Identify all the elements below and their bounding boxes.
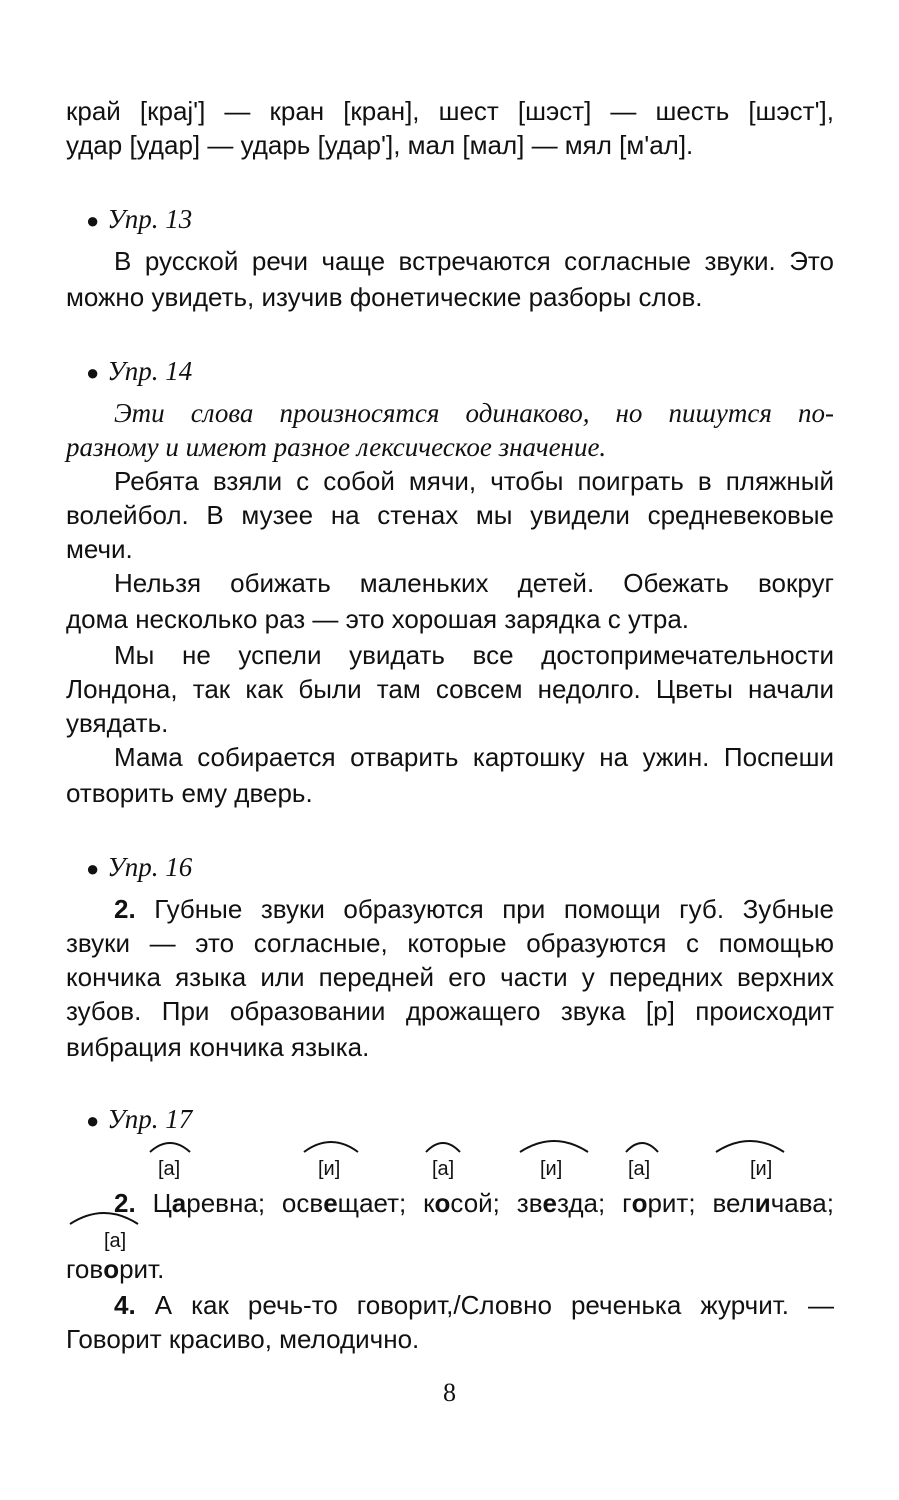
- word-5: горит;: [622, 1188, 696, 1218]
- ex14-p4-line-1: Мама собирается отварить картошку на ужин. Поспеши: [114, 742, 834, 772]
- exercise-17-heading: ● Упр. 17: [86, 1104, 193, 1134]
- exercise-13-heading: ● Упр. 13: [86, 204, 193, 234]
- stress-label-5: [а]: [628, 1158, 651, 1180]
- ex14-p4-line-2: отворить ему дверь.: [66, 778, 313, 808]
- ex16-line-1-text: Губные звуки образуются при помощи губ. Зубные: [154, 894, 834, 924]
- stress-label-4: [и]: [540, 1158, 563, 1180]
- stress-label-7: [а]: [104, 1230, 127, 1252]
- ex13-line-1: В русской речи чаще встречаются согласные звуки. Это: [114, 246, 834, 276]
- bullet-icon: ●: [86, 208, 100, 233]
- ex13-line-2: можно увидеть, изучив фонетические разборы слов.: [66, 282, 703, 312]
- word-1: Царевна;: [152, 1188, 266, 1218]
- stress-arc-3: [426, 1143, 460, 1152]
- ex14-p2-line-1: Нельзя обижать маленьких детей. Обежать вокруг: [114, 568, 834, 598]
- ex14-p3-line-1: Мы не успели увидать все достопримечательности: [114, 640, 834, 670]
- ex17-number-4: 4.: [114, 1290, 136, 1320]
- stress-arc-2: [304, 1142, 358, 1152]
- intro-line-2: удар [удар] — ударь [удар'], мал [мал] — мял [м'ал].: [66, 130, 694, 160]
- stress-arc-5: [626, 1143, 658, 1152]
- ex14-p2-line-2: дома несколько раз — это хорошая зарядка с утра.: [66, 604, 690, 634]
- stress-label-2: [и]: [318, 1158, 341, 1180]
- stress-arc-1: [150, 1143, 190, 1152]
- exercise-14-heading: ● Упр. 14: [86, 356, 193, 386]
- bullet-icon: ●: [86, 360, 100, 385]
- exercise-16-heading: ● Упр. 16: [86, 852, 193, 882]
- bullet-icon: ●: [86, 856, 100, 881]
- ex16-line-2: звуки — это согласные, которые образуются с помощью: [66, 928, 834, 958]
- ex17-item-4-line-1: [114, 1288, 834, 1322]
- word-6: величава;: [712, 1188, 834, 1218]
- ex14-italic-line-2: разному и имеют разное лексическое значение.: [66, 432, 607, 462]
- ex16-line-3: кончика языка или передней его части у передних верхних: [66, 962, 834, 992]
- ex16-number: 2.: [114, 894, 136, 924]
- stress-label-3: [а]: [432, 1158, 455, 1180]
- intro-line-1: край [кpaj'] — кран [кран], шест [шэст] — шесть [шэст'],: [66, 96, 834, 126]
- ex17-item-4-line-2: Говорит красиво, мелодично.: [66, 1324, 420, 1354]
- word-2: освещает;: [281, 1188, 407, 1218]
- bullet-icon: ●: [86, 1108, 100, 1133]
- stress-label-1: [а]: [158, 1158, 181, 1180]
- ex14-italic-line-1: Эти слова произносятся одинаково, но пишутся по-: [114, 398, 834, 428]
- ex14-p1-line-1: Ребята взяли с собой мячи, чтобы поиграть в пляжный: [114, 466, 834, 496]
- ex17-item-2-line: [114, 1186, 834, 1220]
- ex16-line-5: вибрация кончика языка.: [66, 1032, 370, 1062]
- ex17-last-word: говорит.: [66, 1254, 165, 1284]
- ex14-p1-line-2: волейбол. В музее на стенах мы увидели средневековые: [66, 500, 834, 530]
- stress-label-6: [и]: [750, 1158, 773, 1180]
- stress-arc-6: [716, 1141, 784, 1152]
- page-number: 8: [443, 1378, 456, 1407]
- word-3: косой;: [423, 1188, 500, 1218]
- ex17-number-2: 2.: [114, 1188, 136, 1218]
- ex16-line-4: зубов. При образовании дрожащего звука [р] происходит: [66, 996, 834, 1026]
- ex17-item-4-text: А как речь-то говорит,/Словно реченька журчит. —: [154, 1290, 834, 1320]
- word-4: звезда;: [516, 1188, 606, 1218]
- ex14-p3-line-3: увядать.: [66, 708, 169, 738]
- stress-arc-4: [520, 1141, 588, 1152]
- ex14-p1-line-3: мечи.: [66, 534, 133, 564]
- ex14-p3-line-2: Лондона, так как были там совсем недолго. Цветы начали: [66, 674, 834, 704]
